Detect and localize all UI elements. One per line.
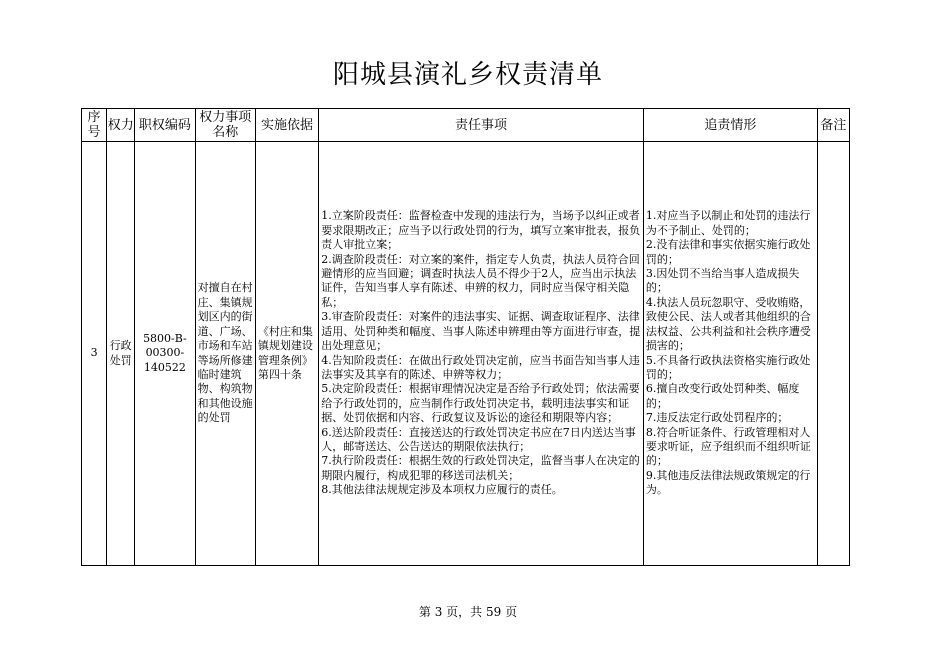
accountability-item: 3.因处罚不当给当事人造成损失的； xyxy=(645,267,800,295)
responsibility-item: 4.告知阶段责任：在做出行政处罚决定前，应当书面告知当事人违法事实及其享有的陈述、申辨等权力； xyxy=(321,353,640,381)
header-basis: 实施依据 xyxy=(255,109,318,142)
responsibility-item: 7.执行阶段责任：根据生效的行政处罚决定，监督当事人在决定的期限内履行，构成犯罪的移送司法机关； xyxy=(321,454,640,482)
page-footer: 第 3 页，共 59 页 xyxy=(418,605,518,619)
accountability-item: 2.没有法律和事实依据实施行政处罚的； xyxy=(645,238,811,266)
responsibility-item: 3.审查阶段责任：对案件的违法事实、证据、调查取证程序、法律适用、处罚种类和幅度、当事人陈述申辨理由等方面进行审查，提出处理意见； xyxy=(321,310,641,353)
cell-basis: 《村庄和集镇规划建设管理条例》第四十条 xyxy=(255,142,318,566)
page-title: 阳城县演礼乡权责清单 xyxy=(332,60,603,90)
table-header-row xyxy=(82,109,850,142)
responsibility-item: 1.立案阶段责任：监督检查中发现的违法行为，当场予以纠正或者要求限期改正；应当予以行政处罚的行为，填写立案审批表，报负责人审批立案； xyxy=(321,209,641,252)
header-seq: 序号 xyxy=(82,109,107,142)
cell-seq: 3 xyxy=(82,142,107,566)
accountability-item: 9.其他违反法律法规政策规定的行为。 xyxy=(645,468,811,497)
responsibility-item: 5.决定阶段责任：根据审理情况决定是否给予行政处罚；依法需要给予行政处罚的，应当制作行政处罚决定书，载明违法事实和证据、处罚依据和内容、行政复议及诉讼的途径和期限等内容； xyxy=(321,382,640,425)
accountability-item: 8.符合听证条件、行政管理相对人要求听证，应予组织而不组织听证的； xyxy=(645,425,811,468)
cell-type: 行政处罚 xyxy=(107,142,135,566)
accountability-item: 6.擅自改变行政处罚种类、幅度的； xyxy=(645,382,800,410)
cell-accountability xyxy=(643,142,817,566)
header-accountability: 追责情形 xyxy=(643,109,817,142)
responsibility-table xyxy=(81,108,850,566)
table-row xyxy=(82,142,850,566)
cell-note xyxy=(817,142,849,566)
responsibility-item: 2.调查阶段责任：对立案的案件，指定专人负责，执法人员符合回避情形的应当回避；调查时执法人员不得少于2人，应当出示执法证件，告知当事人享有陈述、申辨的权力，同时应当保守相关隐私； xyxy=(321,252,640,309)
header-code: 职权编码 xyxy=(135,109,195,142)
header-name: 权力事项名称 xyxy=(195,109,255,142)
responsibility-item: 6.送达阶段责任：直接送达的行政处罚决定书应在7日内送达当事人，邮寄送达、公告送达的期限依法执行； xyxy=(321,425,636,453)
cell-code: 5800-B-00300-140522 xyxy=(135,142,195,566)
cell-responsibility xyxy=(319,142,644,566)
cell-name: 对擅自在村庄、集镇规划区内的街道、广场、市场和车站等场所修建临时建筑物、构筑物和其他设施的处罚 xyxy=(195,142,255,566)
header-type: 权力 xyxy=(107,109,135,142)
accountability-item: 1.对应当予以制止和处罚的违法行为不予制止、处罚的； xyxy=(645,209,811,237)
accountability-item: 5.不具备行政执法资格实施行政处罚的； xyxy=(645,353,811,381)
accountability-item: 4.执法人员玩忽职守、受收贿赂，致使公民、法人或者其他组织的合法权益、公共利益和社会秩序遭受损害的； xyxy=(645,295,811,353)
accountability-item: 7.违反法定行政处罚程序的； xyxy=(645,411,789,425)
responsibility-item: 8.其他法律法规规定涉及本项权力应履行的责任。 xyxy=(321,483,563,497)
header-note: 备注 xyxy=(817,109,849,142)
header-responsibility: 责任事项 xyxy=(319,109,644,142)
